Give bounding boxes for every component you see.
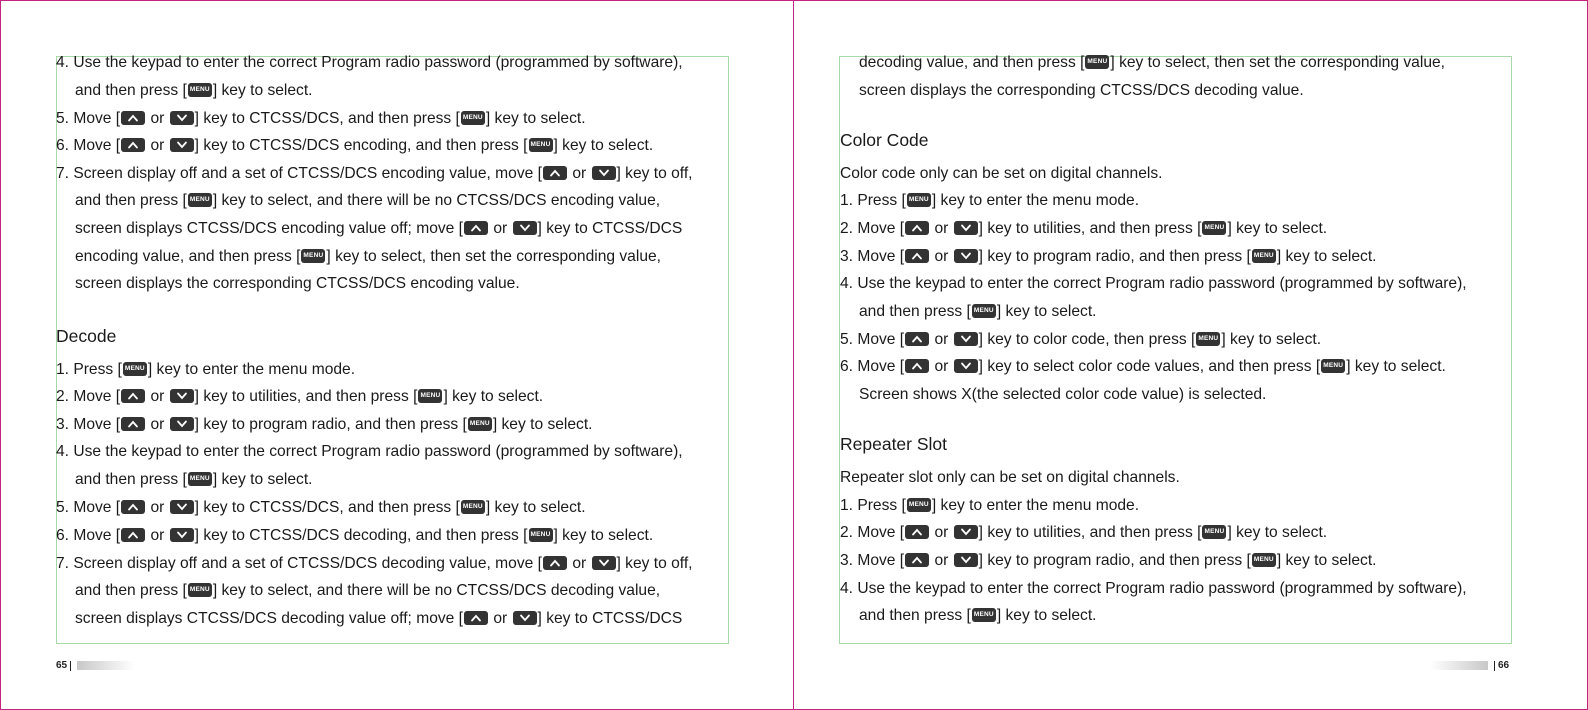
- line-text: or: [567, 165, 591, 182]
- down-arrow-key-icon: [170, 138, 194, 152]
- line-text: 6. Move [: [56, 527, 121, 544]
- page-spine: [793, 0, 794, 710]
- instruction-line: [56, 499, 586, 517]
- menu-key-icon: [907, 193, 931, 207]
- down-arrow-key-icon: [170, 111, 194, 125]
- line-text: or: [567, 555, 591, 572]
- line-text: 2. Move [: [840, 524, 905, 541]
- menu-key-icon: [461, 111, 485, 125]
- instruction-line: [840, 331, 1321, 349]
- line-text: Screen shows X(the selected color code value) is selected.: [859, 386, 1267, 403]
- down-arrow-key-icon: [513, 611, 537, 625]
- instruction-line: [56, 54, 683, 72]
- instruction-line: [56, 527, 653, 545]
- line-text: and then press [: [75, 582, 187, 599]
- up-arrow-key-icon: [121, 389, 145, 403]
- left-page-footer: [56, 660, 135, 671]
- line-text: 3. Move [: [56, 416, 121, 433]
- menu-key-icon: [529, 528, 553, 542]
- line-text: or: [146, 110, 169, 127]
- line-text: 5. Move [: [56, 110, 121, 127]
- instruction-line: [859, 82, 1304, 100]
- up-arrow-key-icon: [543, 166, 567, 180]
- line-text: ] key to CTCSS/DCS, and then press [: [194, 110, 460, 127]
- line-text: ] key to CTCSS/DCS, and then press [: [194, 499, 460, 516]
- menu-key-icon: [1085, 55, 1109, 69]
- instruction-line: [75, 248, 661, 266]
- line-text: and then press [: [75, 192, 187, 209]
- up-arrow-key-icon: [905, 249, 929, 263]
- menu-key-icon: [972, 608, 996, 622]
- menu-key-icon: [1252, 553, 1276, 567]
- instruction-line: [56, 555, 693, 573]
- instruction-line: [840, 552, 1377, 570]
- line-text: 4. Use the keypad to enter the correct Program radio password (programmed by software),: [56, 54, 683, 71]
- line-text: ] key to program radio, and then press [: [978, 552, 1251, 569]
- line-text: ] key to select, then set the corresponding value,: [1110, 54, 1446, 71]
- up-arrow-key-icon: [905, 525, 929, 539]
- down-arrow-key-icon: [513, 221, 537, 235]
- up-arrow-key-icon: [121, 417, 145, 431]
- up-arrow-key-icon: [905, 332, 929, 346]
- line-text: screen displays the corresponding CTCSS/DCS decoding value.: [859, 82, 1304, 99]
- up-arrow-key-icon: [121, 528, 145, 542]
- footer-gradient-bar: [77, 661, 135, 670]
- down-arrow-key-icon: [954, 359, 978, 373]
- instruction-line: [75, 582, 660, 600]
- line-text: ] key to select.: [443, 388, 544, 405]
- line-text: ] key to program radio, and then press [: [978, 248, 1251, 265]
- menu-key-icon: [123, 362, 147, 376]
- menu-key-icon: [1202, 221, 1226, 235]
- down-arrow-key-icon: [954, 249, 978, 263]
- instruction-line: [56, 416, 593, 434]
- line-text: or: [489, 610, 512, 627]
- line-text: ] key to select.: [553, 137, 654, 154]
- line-text: or: [930, 331, 953, 348]
- menu-key-icon: [529, 138, 553, 152]
- footer-gradient-bar: [1430, 661, 1488, 670]
- instruction-line: [840, 165, 1162, 183]
- line-text: or: [146, 388, 169, 405]
- line-text: or: [930, 248, 953, 265]
- menu-key-icon: [461, 500, 485, 514]
- line-text: screen displays the corresponding CTCSS/DCS encoding value.: [75, 275, 520, 292]
- line-text: and then press [: [75, 82, 187, 99]
- line-text: 1. Press [: [840, 192, 906, 209]
- line-text: Repeater slot only can be set on digital channels.: [840, 469, 1180, 486]
- instruction-line: [56, 361, 355, 379]
- footer-separator: [1494, 661, 1495, 671]
- line-text: decoding value, and then press [: [859, 54, 1085, 71]
- line-text: or: [930, 358, 953, 375]
- instruction-line: [75, 192, 660, 210]
- instruction-line: [840, 497, 1139, 515]
- line-text: screen displays CTCSS/DCS encoding value off; move [: [75, 220, 464, 237]
- menu-key-icon: [188, 83, 212, 97]
- right-page-footer: [1430, 660, 1509, 671]
- line-text: ] key to select.: [1227, 220, 1328, 237]
- line-text: 6. Move [: [56, 137, 121, 154]
- line-text: ] key to color code, then press [: [978, 331, 1196, 348]
- line-text: encoding value, and then press [: [75, 248, 301, 265]
- menu-key-icon: [972, 304, 996, 318]
- line-text: or: [146, 499, 169, 516]
- line-text: 1. Press [: [56, 361, 122, 378]
- line-text: ] key to select, and there will be no CTCSS/DCS decoding value,: [212, 582, 661, 599]
- menu-key-icon: [468, 417, 492, 431]
- menu-key-icon: [1202, 525, 1226, 539]
- line-text: or: [930, 524, 953, 541]
- line-text: 2. Move [: [840, 220, 905, 237]
- menu-key-icon: [301, 249, 325, 263]
- line-text: ] key to select, and there will be no CTCSS/DCS encoding value,: [212, 192, 661, 209]
- section-heading: [840, 435, 947, 453]
- line-text: 5. Move [: [840, 331, 905, 348]
- down-arrow-key-icon: [954, 553, 978, 567]
- down-arrow-key-icon: [170, 389, 194, 403]
- instruction-line: [859, 54, 1445, 72]
- menu-key-icon: [907, 498, 931, 512]
- up-arrow-key-icon: [121, 500, 145, 514]
- menu-key-icon: [188, 193, 212, 207]
- line-text: 6. Move [: [840, 358, 905, 375]
- line-text: 4. Use the keypad to enter the correct Program radio password (programmed by software),: [56, 443, 683, 460]
- line-text: ] key to select.: [212, 82, 313, 99]
- line-text: screen displays CTCSS/DCS decoding value off; move [: [75, 610, 464, 627]
- instruction-line: [75, 82, 313, 100]
- line-text: ] key to CTCSS/DCS: [537, 220, 683, 237]
- up-arrow-key-icon: [905, 553, 929, 567]
- down-arrow-key-icon: [592, 166, 616, 180]
- instruction-line: [56, 110, 586, 128]
- line-text: ] key to select.: [1276, 552, 1377, 569]
- line-text: 3. Move [: [840, 552, 905, 569]
- line-text: or: [146, 416, 169, 433]
- instruction-line: [840, 469, 1180, 487]
- line-text: ] key to select.: [553, 527, 654, 544]
- instruction-line: [75, 610, 682, 628]
- up-arrow-key-icon: [543, 556, 567, 570]
- instruction-line: [56, 137, 653, 155]
- section-heading: [56, 327, 116, 345]
- line-text: ] key to select.: [492, 416, 593, 433]
- line-text: ] key to utilities, and then press [: [194, 388, 418, 405]
- line-text: ] key to CTCSS/DCS encoding, and then press [: [194, 137, 528, 154]
- instruction-line: [75, 471, 313, 489]
- line-text: or: [146, 137, 169, 154]
- line-text: or: [146, 527, 169, 544]
- menu-key-icon: [1252, 249, 1276, 263]
- line-text: ] key to select, then set the corresponding value,: [326, 248, 662, 265]
- line-text: ] key to program radio, and then press [: [194, 416, 467, 433]
- page-number-left: 65: [56, 660, 68, 671]
- line-text: ] key to select.: [485, 110, 586, 127]
- instruction-line: [840, 248, 1377, 266]
- line-text: ] key to enter the menu mode.: [931, 192, 1140, 209]
- line-text: ] key to select.: [1227, 524, 1328, 541]
- line-text: Color Code: [840, 130, 929, 150]
- line-text: Repeater Slot: [840, 434, 948, 454]
- up-arrow-key-icon: [121, 138, 145, 152]
- instruction-line: [56, 443, 683, 461]
- up-arrow-key-icon: [464, 611, 488, 625]
- up-arrow-key-icon: [121, 111, 145, 125]
- down-arrow-key-icon: [170, 417, 194, 431]
- line-text: or: [489, 220, 512, 237]
- instruction-line: [840, 358, 1446, 376]
- line-text: ] key to select.: [212, 471, 313, 488]
- instruction-line: [859, 303, 1097, 321]
- menu-key-icon: [1321, 359, 1345, 373]
- instruction-line: [840, 524, 1327, 542]
- section-heading: [840, 131, 929, 149]
- menu-key-icon: [418, 389, 442, 403]
- line-text: ] key to select.: [996, 607, 1097, 624]
- down-arrow-key-icon: [954, 221, 978, 235]
- line-text: ] key to select.: [485, 499, 586, 516]
- instruction-line: [75, 275, 520, 293]
- line-text: and then press [: [859, 607, 971, 624]
- line-text: 4. Use the keypad to enter the correct Program radio password (programmed by software),: [840, 580, 1467, 597]
- line-text: ] key to utilities, and then press [: [978, 524, 1202, 541]
- page-number-right: 66: [1498, 660, 1510, 671]
- line-text: or: [930, 220, 953, 237]
- line-text: ] key to enter the menu mode.: [147, 361, 356, 378]
- line-text: and then press [: [75, 471, 187, 488]
- down-arrow-key-icon: [954, 525, 978, 539]
- up-arrow-key-icon: [464, 221, 488, 235]
- line-text: Color code only can be set on digital channels.: [840, 165, 1163, 182]
- line-text: ] key to select.: [996, 303, 1097, 320]
- line-text: or: [930, 552, 953, 569]
- line-text: ] key to select color code values, and then press [: [978, 358, 1321, 375]
- line-text: 7. Screen display off and a set of CTCSS/DCS decoding value, move [: [56, 555, 542, 572]
- line-text: ] key to select.: [1346, 358, 1446, 375]
- menu-key-icon: [1196, 332, 1220, 346]
- line-text: Decode: [56, 326, 117, 346]
- instruction-line: [859, 607, 1097, 625]
- up-arrow-key-icon: [905, 221, 929, 235]
- down-arrow-key-icon: [170, 500, 194, 514]
- instruction-line: [56, 165, 693, 183]
- line-text: ] key to utilities, and then press [: [978, 220, 1202, 237]
- line-text: 5. Move [: [56, 499, 121, 516]
- up-arrow-key-icon: [905, 359, 929, 373]
- line-text: ] key to off,: [616, 555, 693, 572]
- menu-key-icon: [188, 583, 212, 597]
- instruction-line: [840, 220, 1327, 238]
- down-arrow-key-icon: [592, 556, 616, 570]
- down-arrow-key-icon: [954, 332, 978, 346]
- instruction-line: [840, 580, 1467, 598]
- line-text: 4. Use the keypad to enter the correct Program radio password (programmed by software),: [840, 275, 1467, 292]
- line-text: ] key to off,: [616, 165, 693, 182]
- line-text: ] key to select.: [1276, 248, 1377, 265]
- instruction-line: [859, 386, 1266, 404]
- line-text: ] key to CTCSS/DCS: [537, 610, 683, 627]
- line-text: 1. Press [: [840, 497, 906, 514]
- down-arrow-key-icon: [170, 528, 194, 542]
- footer-separator: [70, 661, 71, 671]
- line-text: ] key to CTCSS/DCS decoding, and then press [: [194, 527, 528, 544]
- instruction-line: [75, 220, 682, 238]
- line-text: 3. Move [: [840, 248, 905, 265]
- instruction-line: [840, 192, 1139, 210]
- line-text: ] key to select.: [1221, 331, 1322, 348]
- line-text: 7. Screen display off and a set of CTCSS/DCS encoding value, move [: [56, 165, 542, 182]
- line-text: and then press [: [859, 303, 971, 320]
- menu-key-icon: [188, 472, 212, 486]
- line-text: 2. Move [: [56, 388, 121, 405]
- instruction-line: [840, 275, 1467, 293]
- line-text: ] key to enter the menu mode.: [931, 497, 1140, 514]
- instruction-line: [56, 388, 543, 406]
